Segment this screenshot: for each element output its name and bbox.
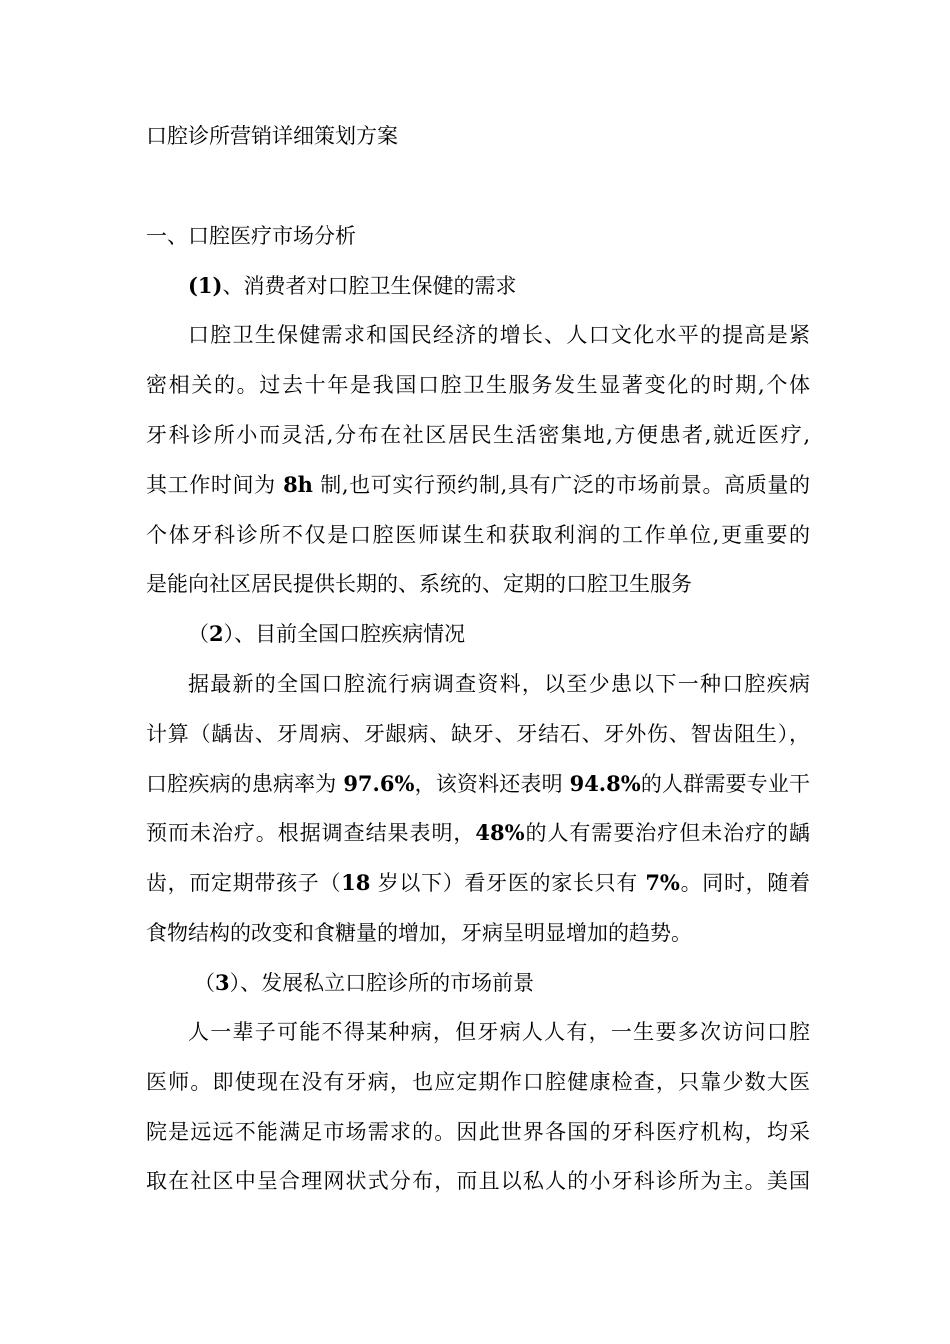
text-run: 齿，而定期带孩子（ [146,871,342,895]
subsection-number: 2 [209,621,224,646]
paragraph-line: 个体牙科诊所不仅是口腔医师谋生和获取利润的工作单位,更重要的 [146,523,810,547]
paragraph-line: 院是远远不能满足市场需求的。因此世界各国的牙科医疗机构，均采 [146,1120,810,1144]
text-run: （ [188,622,209,646]
text-run: ，该资料还表明 [414,772,570,796]
subsection-heading-1 [188,271,516,301]
paragraph-line: 人一辈子可能不得某种病，但牙病人人有，一生要多次访问口腔 [188,1020,810,1044]
text-run-bold: 7% [645,870,680,895]
text-run: 的人群需要专业干 [640,772,810,796]
text-run: 口腔疾病的患病率为 [146,772,344,796]
paragraph-line: 取在社区中呈合理网状式分布，而且以私人的小牙科诊所为主。美国 [146,1169,810,1193]
text-run: 岁以下）看牙医的家长只有 [370,871,646,895]
text-run: （ [194,971,215,995]
paragraph-line: 密相关的。过去十年是我国口腔卫生服务发生显著变化的时期,个体 [146,373,810,397]
paragraph-line [146,470,810,500]
subsection-heading-3 [194,968,534,998]
paragraph-line [146,818,810,848]
text-run-bold: 8h [283,472,313,497]
paragraph-line: 牙科诊所小而灵活,分布在社区居民生活密集地,方便患者,就近医疗, [146,423,810,447]
text-run: 制,也可实行预约制,具有广泛的市场前景。高质量的 [312,473,810,497]
paragraph-line: 医师。即使现在没有牙病，也应定期作口腔健康检查，只靠少数大医 [146,1070,810,1094]
paragraph-line: 计算（龋齿、牙周病、牙龈病、缺牙、牙结石、牙外伤、智齿阻生）， [146,722,810,746]
paragraph-line: 是能向社区居民提供长期的、系统的、定期的口腔卫生服务 [146,572,692,596]
subsection-heading-text: ）、目前全国口腔疾病情况 [223,622,466,646]
text-run-bold: 48% [475,820,525,845]
subsection-number: (1) [188,273,223,298]
text-run: 。同时，随着 [679,871,810,895]
subsection-number: 3 [215,970,230,995]
text-run-bold: 18 [341,870,371,895]
paragraph-line: 据最新的全国口腔流行病调查资料，以至少患以下一种口腔疾病 [188,672,810,696]
subsection-heading-2 [188,619,465,649]
paragraph-line [146,769,810,799]
text-run: 其工作时间为 [146,473,284,497]
text-run-bold: 97.6% [343,771,415,796]
subsection-heading-text: ）、发展私立口腔诊所的市场前景 [229,971,535,995]
paragraph-line: 食物结构的改变和食糖量的增加，牙病呈明显增加的趋势。 [146,921,692,945]
text-run-bold: 94.8% [569,771,641,796]
section-heading-1: 一、口腔医疗市场分析 [146,224,356,248]
text-run: 的人有需要治疗但未治疗的龋 [524,821,811,845]
document-title: 口腔诊所营销详细策划方案 [146,124,398,148]
paragraph-line [146,868,810,898]
text-run: 预而未治疗。根据调查结果表明， [146,821,476,845]
paragraph-line: 口腔卫生保健需求和国民经济的增长、人口文化水平的提高是紧 [188,323,810,347]
subsection-heading-text: 、消费者对口腔卫生保健的需求 [222,274,517,298]
